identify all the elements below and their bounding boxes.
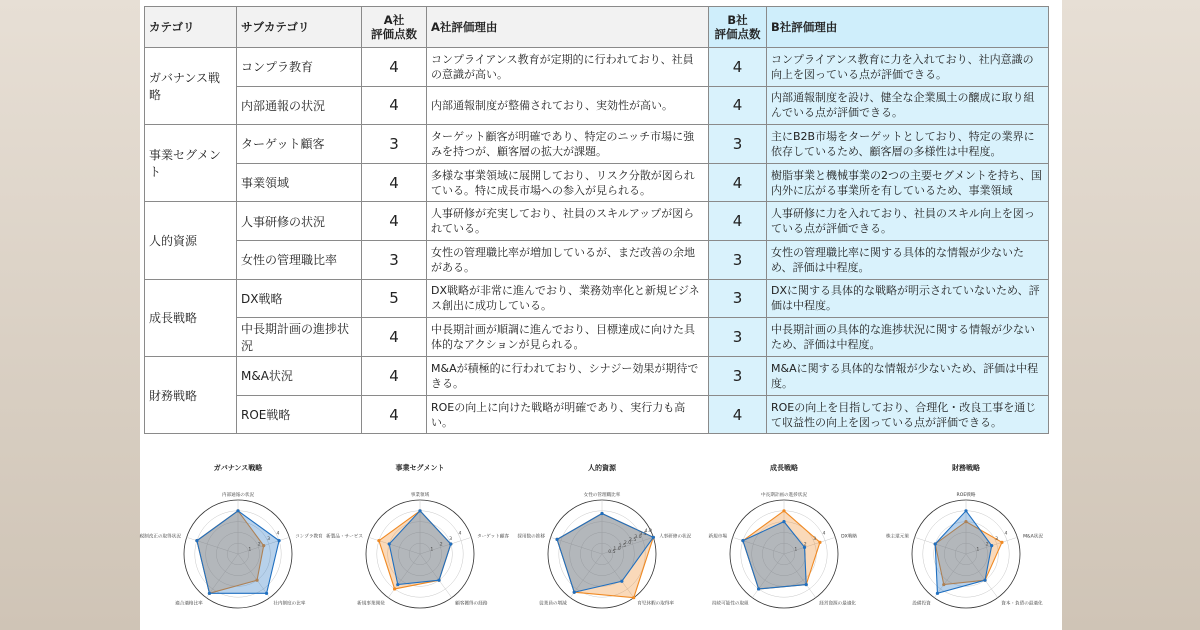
series-point — [377, 539, 380, 542]
table-row — [145, 86, 1049, 125]
a-score-cell: 3 — [362, 125, 427, 164]
b-score-cell: 4 — [709, 395, 767, 434]
series-point — [964, 509, 967, 512]
series-point — [936, 592, 939, 595]
subcategory-cell: ROE戦略 — [237, 395, 362, 434]
a-reason-cell: 中長期計画が順調に進んでおり、目標達成に向けた具体的なアクションが見られる。 — [427, 318, 709, 357]
radar-chart — [876, 458, 1056, 630]
a-reason-cell: DX戦略が非常に進んでおり、業務効率化と新規ビジネス創出に成功している。 — [427, 279, 709, 318]
axis-label: 新製品・サービス — [326, 534, 363, 540]
radial-tick-label: 3 — [267, 536, 271, 542]
header-subcategory: サブカテゴリ — [237, 7, 362, 48]
radial-tick-label: 4 — [822, 531, 826, 537]
header-a-score-line1: A社 — [383, 13, 405, 27]
radial-tick-label: 3.5 — [639, 532, 647, 538]
b-reason-cell: 内部通報制度を設け、健全な企業風土の醸成に取り組んでいる点が評価できる。 — [767, 86, 1049, 125]
b-score-cell: 3 — [709, 357, 767, 396]
b-reason-cell: コンプライアンス教育に力を入れており、社内意識の向上を図っている点が評価できる。 — [767, 48, 1049, 87]
series-point — [600, 512, 603, 515]
a-reason-cell: 人事研修が充実しており、社員のスキルアップが図られている。 — [427, 202, 709, 241]
axis-label: ROE戦略 — [956, 493, 976, 498]
series-point — [449, 542, 452, 545]
subcategory-cell: 事業領域 — [237, 163, 362, 202]
radar-chart — [139, 458, 328, 630]
series-point — [818, 541, 821, 544]
evaluation-table — [144, 6, 1049, 434]
a-reason-cell: 内部通報制度が整備されており、実効性が高い。 — [427, 86, 709, 125]
a-reason-cell: ターゲット顧客が明確であり、特定のニッチ市場に強みを持つが、顧客層の拡大が課題。 — [427, 125, 709, 164]
series-point — [418, 509, 421, 512]
a-score-cell: 4 — [362, 395, 427, 434]
b-reason-cell: 主にB2B市場をターゲットとしており、特定の業界に依存しているため、顧客層の多様性は中程度。 — [767, 125, 1049, 164]
table-row — [145, 279, 1049, 318]
radial-tick-label: 2.5 — [629, 538, 637, 544]
b-score-cell: 3 — [709, 125, 767, 164]
series-point — [782, 520, 785, 523]
category-cell: 財務戦略 — [145, 357, 237, 434]
radial-tick-label: 2 — [439, 542, 443, 548]
axis-label: 中長期計画の進捗状況 — [761, 493, 807, 498]
axis-label: 経営資源の最適化 — [819, 601, 857, 607]
axis-label: 顧客獲得の経路 — [455, 601, 488, 607]
series-area — [389, 511, 451, 585]
subcategory-cell: 女性の管理職比率 — [237, 240, 362, 279]
radial-tick-label: 1.5 — [618, 544, 626, 550]
axis-label: 持続可能性の取組 — [711, 601, 749, 607]
b-score-cell: 3 — [709, 318, 767, 357]
radial-tick-label: 4 — [276, 531, 280, 537]
a-reason-cell: 多様な事業領域に展開しており、リスク分散が図られている。特に成長市場への参入が見られる。 — [427, 163, 709, 202]
category-cell: ガバナンス戦略 — [145, 48, 237, 125]
b-reason-cell: 中長期計画の具体的な進捗状況に関する情報が少ないため、評価は中程度。 — [767, 318, 1049, 357]
chart-title: 成長戦略 — [770, 464, 798, 472]
axis-label: 新規市場 — [708, 534, 727, 540]
category-cell: 成長戦略 — [145, 279, 237, 357]
header-a-score — [362, 7, 427, 48]
table-row — [145, 318, 1049, 357]
series-point — [782, 509, 785, 512]
series-point — [555, 538, 558, 541]
axis-label: 適合適格比率 — [175, 601, 203, 607]
subcategory-cell: 人事研修の状況 — [237, 202, 362, 241]
subcategory-cell: 内部通報の状況 — [237, 86, 362, 125]
header-a-reason: A社評価理由 — [427, 7, 709, 48]
b-reason-cell: ROEの向上を目指しており、合理化・改良工事を通じて収益性の向上を図っている点が評価できる。 — [767, 395, 1049, 434]
series-point — [573, 591, 576, 594]
a-score-cell: 5 — [362, 279, 427, 318]
chart-title: 財務戦略 — [952, 464, 980, 472]
table-row — [145, 202, 1049, 241]
b-score-cell: 3 — [709, 240, 767, 279]
category-cell: 事業セグメント — [145, 125, 237, 202]
header-b-score-line1: B社 — [727, 13, 748, 27]
axis-label: 女性の管理職比率 — [583, 493, 621, 498]
radar-chart — [326, 458, 510, 630]
b-score-cell: 4 — [709, 48, 767, 87]
series-point — [990, 544, 993, 547]
radial-tick-label: 2.0 — [623, 541, 632, 547]
radar-charts — [140, 458, 1062, 630]
table-row — [145, 125, 1049, 164]
table-row — [145, 395, 1049, 434]
series-point — [437, 579, 440, 582]
series-point — [396, 583, 399, 586]
radial-tick-label: 4.0 — [644, 529, 652, 535]
axis-label: 採用数の推移 — [517, 534, 545, 540]
series-point — [741, 539, 744, 542]
axis-label: コンプラ教育 — [295, 534, 323, 540]
series-point — [652, 536, 655, 539]
series-point — [632, 596, 635, 599]
b-score-cell: 4 — [709, 86, 767, 125]
b-score-cell: 4 — [709, 163, 767, 202]
chart-title: 人的資源 — [588, 464, 616, 472]
a-score-cell: 4 — [362, 202, 427, 241]
background-right — [1060, 0, 1200, 630]
table-header-row — [145, 7, 1049, 48]
axis-label: 従業員の増減 — [539, 601, 567, 607]
radar-chart — [694, 458, 874, 630]
a-reason-cell: ROEの向上に向けた戦略が明確であり、実行力も高い。 — [427, 395, 709, 434]
header-b-score-line2: 評価点数 — [714, 27, 761, 41]
radial-tick-label: 1.0 — [613, 547, 621, 553]
axis-label: 株主還元策 — [885, 534, 909, 540]
a-score-cell: 4 — [362, 48, 427, 87]
series-point — [934, 542, 937, 545]
chart-title: ガバナンス戦略 — [213, 464, 263, 472]
a-reason-cell: 女性の管理職比率が増加しているが、まだ改善の余地がある。 — [427, 240, 709, 279]
a-reason-cell: M&Aが積極的に行われており、シナジー効果が期待できる。 — [427, 357, 709, 396]
b-score-cell: 3 — [709, 279, 767, 318]
header-b-reason: B社評価理由 — [767, 7, 1049, 48]
radial-tick-label: 4 — [458, 531, 462, 537]
series-point — [620, 580, 623, 583]
axis-label: 新規事業開発 — [357, 601, 385, 607]
table-row — [145, 357, 1049, 396]
radial-tick-label: 3 — [995, 536, 999, 542]
subcategory-cell: ターゲット顧客 — [237, 125, 362, 164]
axis-label: 人事研修の状況 — [659, 534, 692, 540]
radial-tick-label: 1 — [430, 547, 434, 553]
series-point — [265, 592, 268, 595]
axis-label: 事業領域 — [410, 493, 430, 498]
table-row — [145, 163, 1049, 202]
series-point — [757, 587, 760, 590]
category-cell: 人的資源 — [145, 202, 237, 279]
series-area — [935, 511, 991, 594]
b-reason-cell: 人事研修に力を入れており、社員のスキル向上を図っている点が評価できる。 — [767, 202, 1049, 241]
series-point — [983, 579, 986, 582]
header-b-score — [709, 7, 767, 48]
subcategory-cell: M&A状況 — [237, 357, 362, 396]
radial-tick-label: 2 — [257, 542, 261, 548]
axis-label: 設備投資 — [912, 601, 931, 607]
radial-tick-label: 1 — [976, 547, 980, 553]
series-point — [805, 583, 808, 586]
axis-label: 税制改正の取得状況 — [139, 534, 181, 540]
radial-tick-label: 2 — [985, 542, 989, 548]
series-point — [1000, 541, 1003, 544]
radial-tick-label: 3.0 — [634, 535, 642, 541]
axis-label: M&A状況 — [1023, 534, 1043, 540]
a-reason-cell: コンプライアンス教育が定期的に行われており、社員の意識が高い。 — [427, 48, 709, 87]
axis-label: 社内制度の比率 — [273, 601, 306, 607]
subcategory-cell: コンプラ教育 — [237, 48, 362, 87]
chart-title: 事業セグメント — [395, 464, 445, 472]
series-point — [393, 587, 396, 590]
b-reason-cell: DXに関する具体的な戦略が明示されていないため、評価は中程度。 — [767, 279, 1049, 318]
b-reason-cell: 女性の管理職比率に関する具体的な情報が少ないため、評価は中程度。 — [767, 240, 1049, 279]
axis-label: 内部通報の状況 — [221, 493, 255, 498]
table-row — [145, 48, 1049, 87]
series-point — [208, 592, 211, 595]
b-reason-cell: M&Aに関する具体的な情報が少ないため、評価は中程度。 — [767, 357, 1049, 396]
radial-tick-label: 2 — [803, 542, 807, 548]
a-score-cell: 3 — [362, 240, 427, 279]
radial-tick-label: 1 — [248, 547, 252, 553]
series-point — [236, 509, 239, 512]
a-score-cell: 4 — [362, 86, 427, 125]
radial-tick-label: 3 — [449, 536, 453, 542]
radar-chart — [512, 458, 692, 630]
series-area — [197, 511, 279, 594]
a-score-cell: 4 — [362, 318, 427, 357]
header-a-score-line2: 評価点数 — [371, 27, 417, 41]
axis-label: DX戦略 — [841, 534, 857, 540]
radial-tick-label: 3 — [813, 536, 817, 542]
b-score-cell: 4 — [709, 202, 767, 241]
a-score-cell: 4 — [362, 357, 427, 396]
subcategory-cell: 中長期計画の進捗状況 — [237, 318, 362, 357]
radial-tick-label: 0.5 — [608, 550, 616, 556]
radial-tick-label: 4 — [1004, 531, 1008, 537]
background-left — [0, 0, 140, 630]
axis-label: 資本・負債の最適化 — [1001, 601, 1043, 607]
axis-label: ターゲット顧客 — [477, 534, 510, 540]
evaluation-sheet — [140, 0, 1062, 630]
axis-label: 育児休暇の取得率 — [637, 601, 675, 607]
table-row — [145, 240, 1049, 279]
series-point — [388, 542, 391, 545]
series-point — [277, 539, 280, 542]
subcategory-cell: DX戦略 — [237, 279, 362, 318]
header-category: カテゴリ — [145, 7, 237, 48]
series-point — [195, 539, 198, 542]
a-score-cell: 4 — [362, 163, 427, 202]
radial-tick-label: 1 — [794, 547, 798, 553]
b-reason-cell: 樹脂事業と機械事業の2つの主要セグメントを持ち、国内外に広がる事業所を有しているため、事業領域 — [767, 163, 1049, 202]
